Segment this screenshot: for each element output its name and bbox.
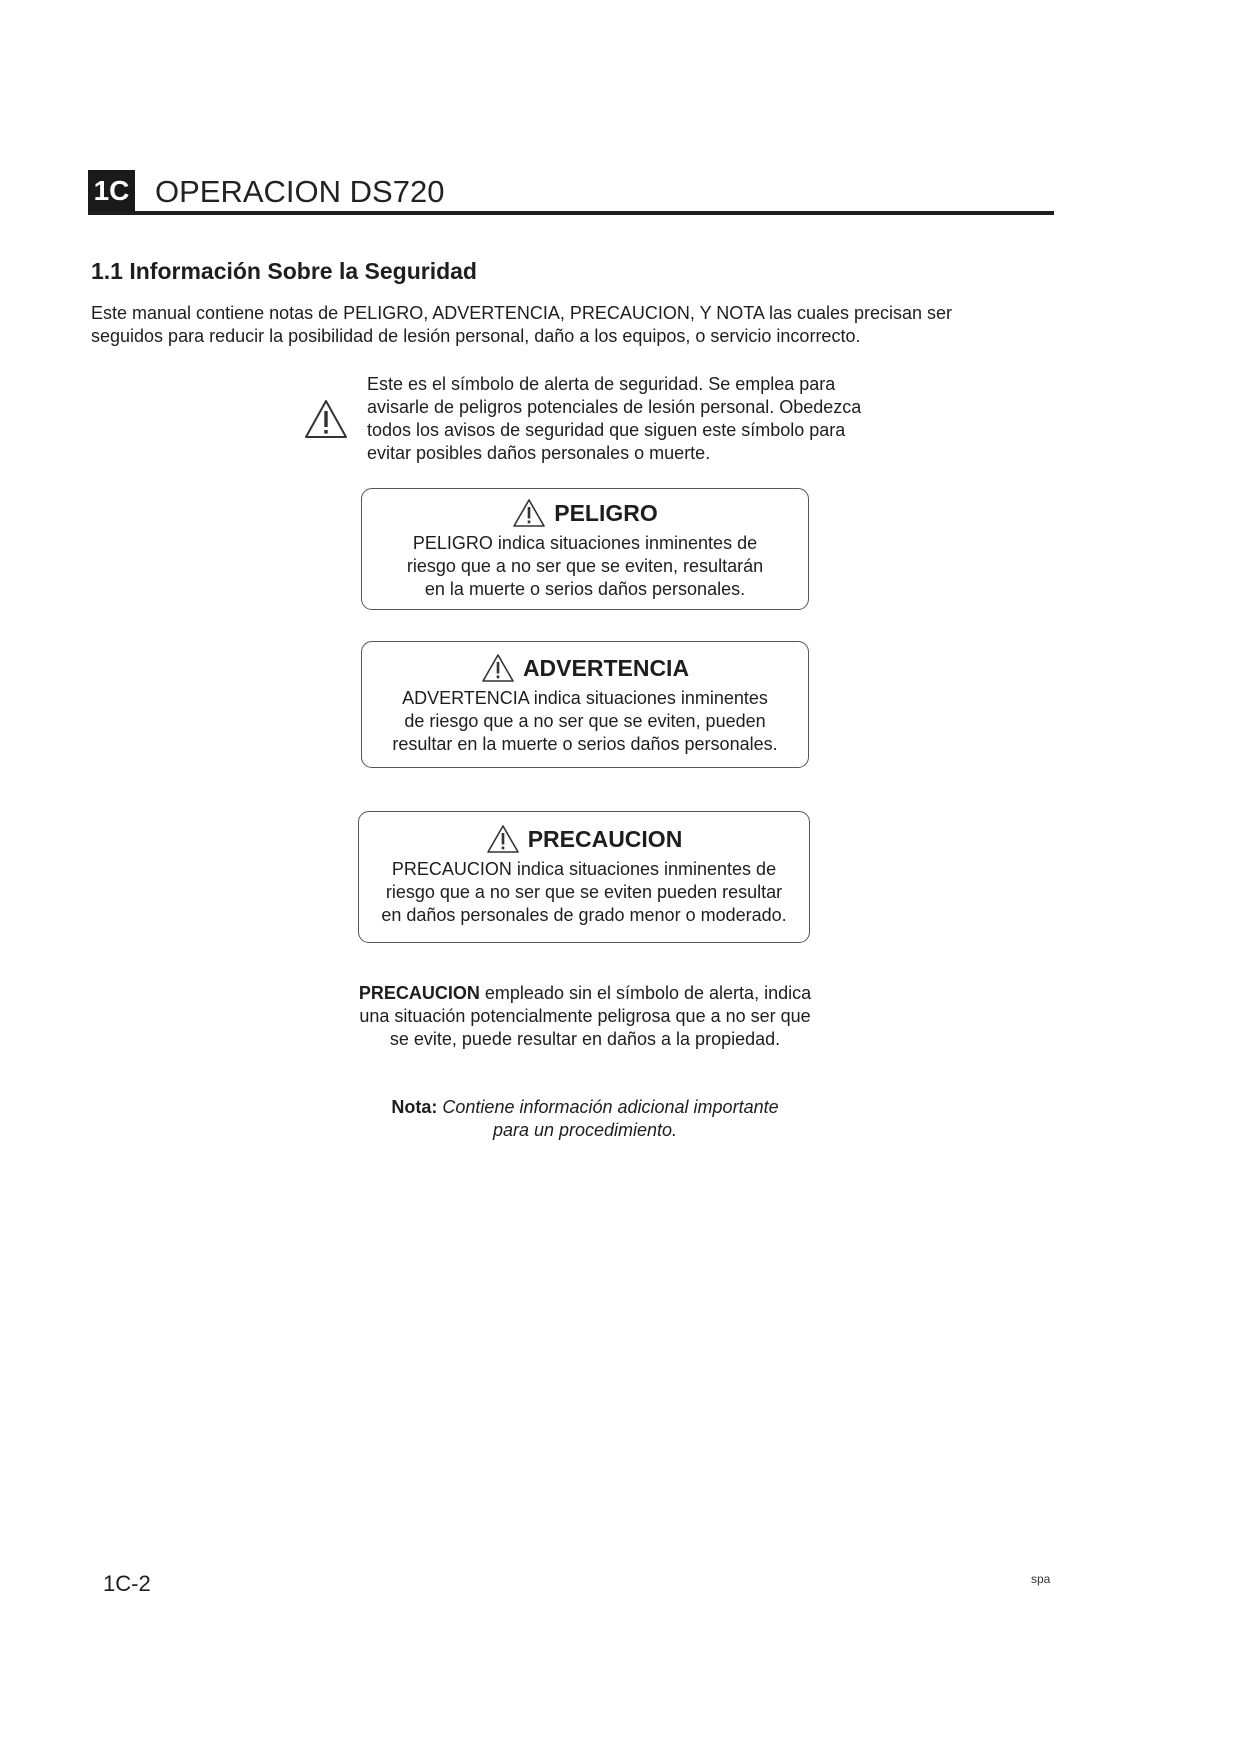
intro-line: seguidos para reducir la posibilidad de lesión personal, daño a los equipos, o servicio incorrecto. bbox=[91, 326, 861, 346]
alert-line: evitar posibles daños personales o muerte. bbox=[367, 443, 711, 463]
precaucion-box bbox=[358, 811, 810, 943]
peligro-title-row bbox=[362, 498, 808, 528]
precaucion-title-row bbox=[359, 824, 809, 854]
intro-paragraph bbox=[91, 302, 1051, 348]
nota-label: Nota: bbox=[391, 1097, 438, 1117]
precaucion-line: riesgo que a no ser que se eviten pueden resultar bbox=[385, 882, 783, 902]
alert-line: todos los avisos de seguridad que siguen este símbolo para bbox=[367, 420, 846, 440]
precaucion-line: PRECAUCION indica situaciones inminentes de bbox=[391, 859, 777, 879]
nota-line: Contiene información adicional importante bbox=[442, 1097, 779, 1117]
nota-line: para un procedimiento. bbox=[492, 1120, 678, 1140]
warning-triangle-icon bbox=[486, 824, 520, 854]
peligro-line: en la muerte o serios daños personales. bbox=[424, 579, 746, 599]
property-note-line: se evite, puede resultar en daños a la propiedad. bbox=[389, 1029, 781, 1049]
advertencia-title-row bbox=[362, 653, 808, 683]
advertencia-line: ADVERTENCIA indica situaciones inminentes bbox=[402, 688, 768, 708]
advertencia-title: ADVERTENCIA bbox=[522, 655, 690, 681]
advertencia-box bbox=[361, 641, 809, 768]
peligro-line: PELIGRO indica situaciones inminentes de bbox=[412, 533, 758, 553]
advertencia-description bbox=[362, 687, 808, 756]
header-rule bbox=[88, 211, 1054, 215]
alert-line: Este es el símbolo de alerta de seguridad. Se emplea para bbox=[367, 374, 836, 394]
section-badge: 1C bbox=[88, 170, 135, 212]
property-note-keyword: PRECAUCION bbox=[358, 983, 480, 1003]
property-note-line: una situación potencialmente peligrosa que a no ser que bbox=[359, 1006, 811, 1026]
section-heading: 1.1 Información Sobre la Seguridad bbox=[91, 258, 477, 284]
precaucion-description bbox=[359, 858, 809, 927]
alert-symbol-description bbox=[367, 373, 927, 465]
property-damage-note bbox=[300, 982, 870, 1051]
advertencia-line: de riesgo que a no ser que se eviten, pueden bbox=[404, 711, 766, 731]
advertencia-line: resultar en la muerte o serios daños personales. bbox=[392, 734, 778, 754]
language-code: spa bbox=[1031, 1572, 1051, 1586]
alert-line: avisarle de peligros potenciales de lesión personal. Obedezca bbox=[367, 397, 862, 417]
peligro-title: PELIGRO bbox=[554, 500, 658, 526]
warning-triangle-icon bbox=[512, 498, 546, 528]
warning-triangle-icon bbox=[481, 653, 515, 683]
precaucion-title: PRECAUCION bbox=[527, 826, 683, 852]
property-note-line: empleado sin el símbolo de alerta, indica bbox=[479, 983, 812, 1003]
precaucion-line: en daños personales de grado menor o moderado. bbox=[381, 905, 787, 925]
page-number: 1C-2 bbox=[103, 1571, 151, 1596]
peligro-box bbox=[361, 488, 809, 610]
intro-line: Este manual contiene notas de PELIGRO, ADVERTENCIA, PRECAUCION, Y NOTA las cuales precisan ser bbox=[91, 303, 953, 323]
peligro-line: riesgo que a no ser que se eviten, resultarán bbox=[406, 556, 764, 576]
chapter-title: OPERACION DS720 bbox=[155, 174, 445, 209]
peligro-description bbox=[362, 532, 808, 601]
warning-triangle-icon bbox=[303, 398, 349, 440]
nota-block bbox=[300, 1096, 870, 1142]
